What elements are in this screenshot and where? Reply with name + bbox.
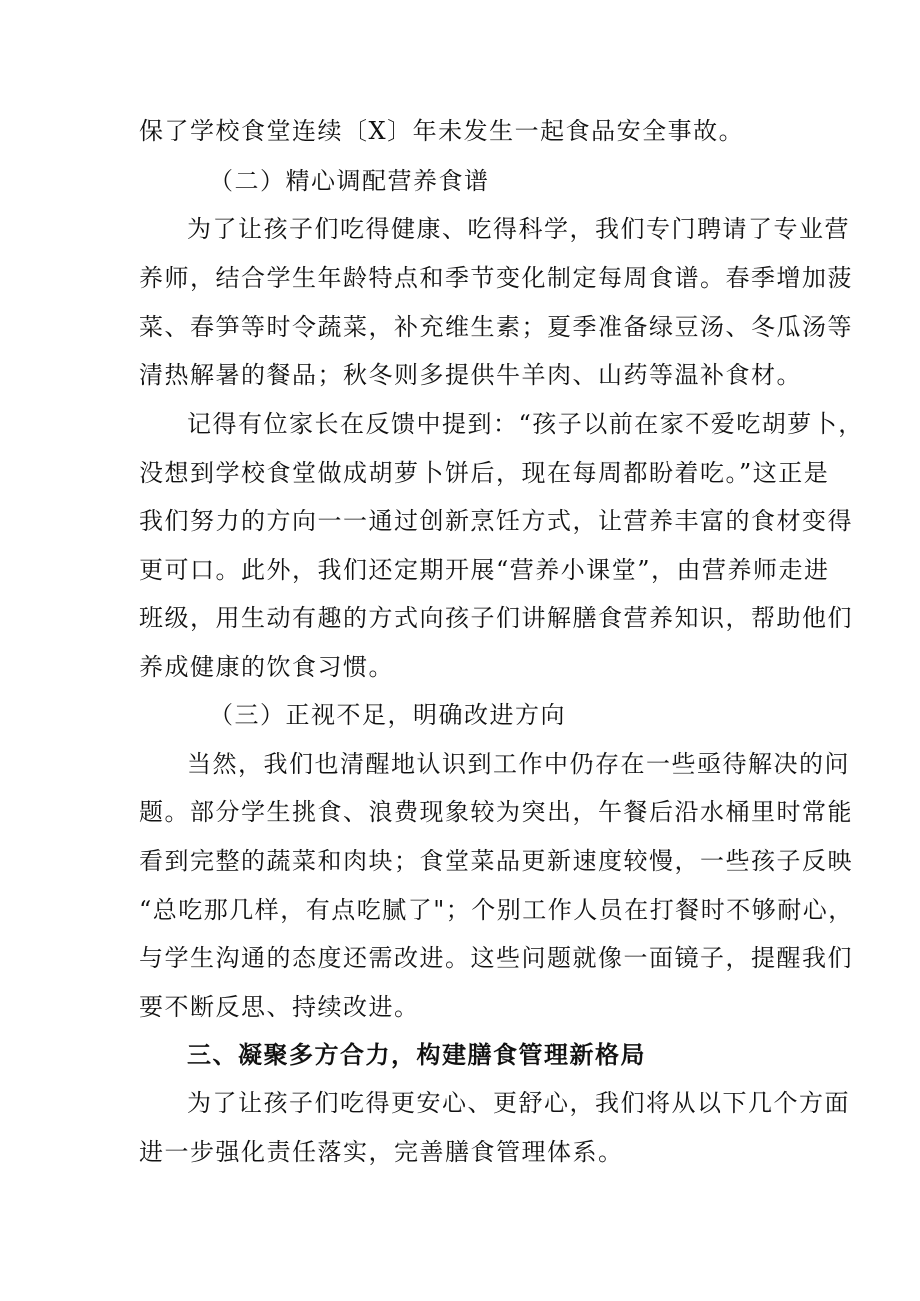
paragraph-line: 没想到学校食堂做成胡萝卜饼后，现在每周都盼着吃。”这正是 bbox=[139, 459, 830, 487]
paragraph-line: 看到完整的蔬菜和肉块；食堂菜品更新速度较慢，一些孩子反映 bbox=[139, 847, 853, 875]
paragraph-line: 养师，结合学生年龄特点和季节变化制定每周食谱。春季增加菠 bbox=[139, 264, 853, 292]
paragraph-line: 记得有位家长在反馈中提到：“孩子以前在家不爱吃胡萝卜， bbox=[187, 410, 864, 438]
paragraph-line: 菜、春笋等时令蔬菜，补充维生素；夏季准备绿豆汤、冬瓜汤等 bbox=[139, 313, 853, 341]
paragraph-line: 与学生沟通的态度还需改进。这些问题就像一面镜子，提醒我们 bbox=[139, 944, 853, 972]
paragraph-line: 清热解暑的餐品；秋冬则多提供牛羊肉、山药等温补食材。 bbox=[139, 361, 802, 389]
paragraph-line: 我们努力的方向一一通过创新烹饪方式，让营养丰富的食材变得 bbox=[139, 507, 853, 535]
subsection-heading: （三）正视不足，明确改进方向 bbox=[209, 701, 566, 729]
paragraph-line: 班级，用生动有趣的方式向孩子们讲解膳食营养知识，帮助他们 bbox=[139, 604, 853, 632]
paragraph-line: 保了学校食堂连续〔X〕年未发生一起食品安全事故。 bbox=[139, 117, 745, 145]
subsection-heading: （二）精心调配营养食谱 bbox=[209, 167, 490, 195]
paragraph-line: 为了让孩子们吃得健康、吃得科学，我们专门聘请了专业营 bbox=[187, 215, 850, 243]
paragraph-line: 当然，我们也清醒地认识到工作中仍存在一些亟待解决的问 bbox=[187, 750, 850, 778]
paragraph-line: 为了让孩子们吃得更安心、更舒心，我们将从以下几个方面 bbox=[187, 1089, 850, 1117]
paragraph-line: 题。部分学生挑食、浪费现象较为突出，午餐后沿水桶里时常能 bbox=[139, 798, 853, 826]
paragraph-line: 更可口。此外，我们还定期开展“营养小课堂”，由营养师走进 bbox=[139, 556, 830, 584]
section-heading: 三、凝聚多方合力，构建膳食管理新格局 bbox=[187, 1040, 646, 1069]
paragraph-line: “总吃那几样，有点吃腻了"；个别工作人员在打餐时不够耐心， bbox=[139, 896, 854, 924]
paragraph-line: 养成健康的饮食习惯。 bbox=[139, 653, 394, 681]
paragraph-line: 进一步强化责任落实，完善膳食管理体系。 bbox=[139, 1138, 624, 1166]
paragraph-line: 要不断反思、持续改进。 bbox=[139, 993, 420, 1021]
